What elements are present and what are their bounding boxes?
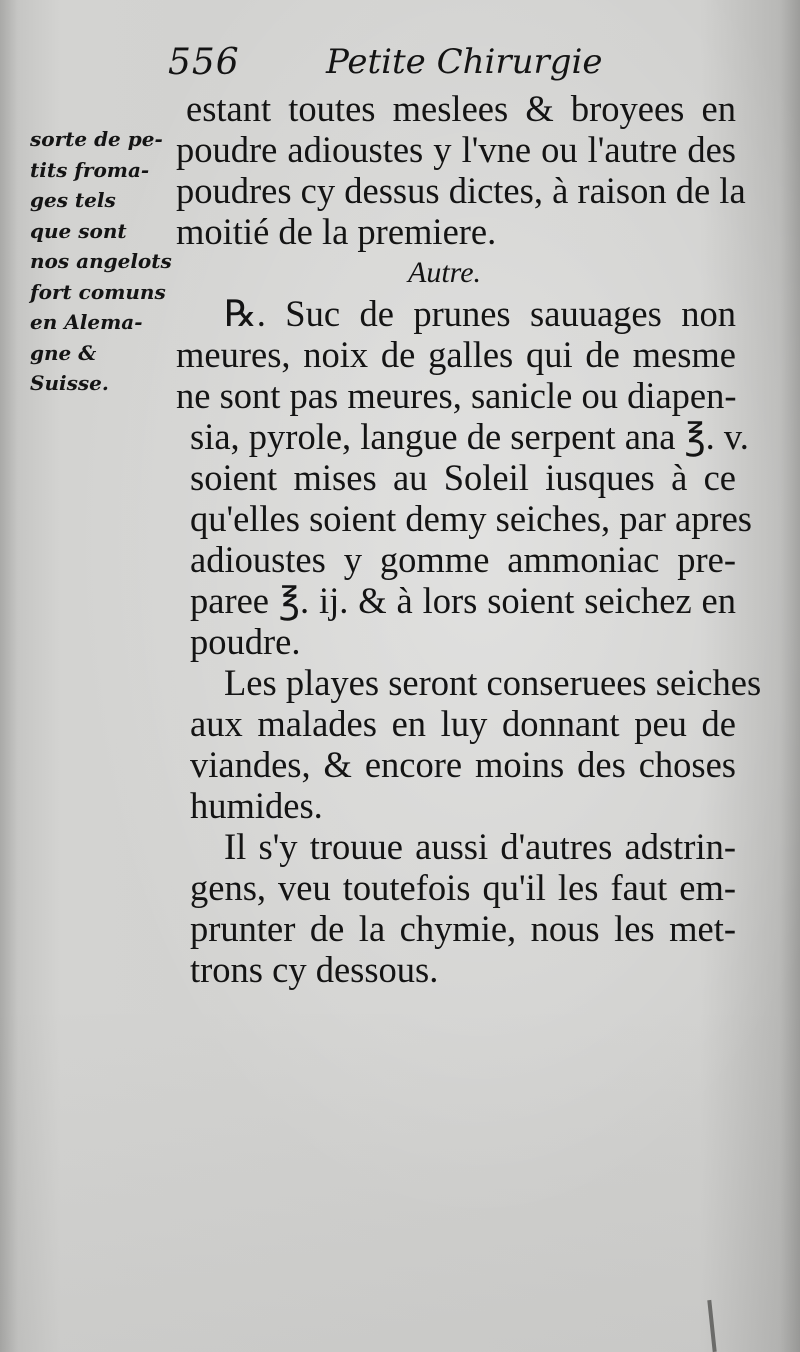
text-line: poudre adioustes y l'vne ou l'autre des: [176, 129, 736, 170]
text-line: moitié de la premiere.: [176, 211, 497, 252]
text-line: trons cy dessous.: [190, 949, 439, 990]
text-line: adioustes y gomme ammoniac pre-: [190, 539, 736, 580]
section-heading: Autre.: [408, 256, 482, 289]
marginal-note-line: gne &: [30, 340, 97, 365]
text-line: sia, pyrole, langue de serpent ana ℥. v.: [190, 416, 749, 457]
text-line: viandes, & encore moins des choses: [190, 744, 736, 785]
text-line: qu'elles soient demy seiches, par apres: [190, 498, 753, 539]
body-text: [176, 88, 762, 990]
marginal-note-line: sorte de pe-: [30, 127, 163, 151]
text-line: Il s'y trouue aussi d'autres adstrin-: [224, 826, 736, 867]
text-line: meures, noix de galles qui de mesme: [176, 334, 736, 375]
text-line: soient mises au Soleil iusques à ce: [190, 457, 736, 498]
text-line: paree ℥. ij. & à lors soient seichez en: [190, 580, 736, 621]
page-number: 556: [168, 42, 240, 83]
text-line: gens, veu toutefois qu'il les faut em-: [190, 867, 736, 908]
marginal-note: [30, 124, 178, 399]
text-line: prunter de la chymie, nous les met-: [190, 908, 736, 949]
text-line: humides.: [190, 785, 323, 826]
marginal-note-line: ges tels: [30, 188, 116, 212]
marginal-note-line: fort comuns: [30, 279, 166, 304]
marginal-note-line: en Alema-: [30, 310, 143, 334]
page-shading: [0, 1000, 800, 1352]
text-line: aux malades en luy donnant peu de: [190, 703, 736, 744]
running-title: Petite Chirurgie: [326, 42, 603, 82]
marginal-note-line: que sont: [30, 218, 127, 243]
text-line: poudres cy dessus dictes, à raison de la: [176, 170, 746, 211]
marginal-note-line: Suisse.: [30, 371, 109, 395]
text-line: poudre.: [190, 621, 301, 662]
text-line: ℞. Suc de prunes sauuages non: [224, 293, 736, 334]
text-line: estant toutes meslees & broyees en: [186, 88, 736, 129]
marginal-note-line: tits froma-: [30, 157, 150, 182]
text-line: ne sont pas meures, sanicle ou diapen-: [176, 375, 737, 416]
running-head: [168, 42, 728, 92]
text-line: Les playes seront conseruees seiches: [224, 662, 762, 703]
marginal-note-line: nos angelots: [30, 249, 172, 273]
